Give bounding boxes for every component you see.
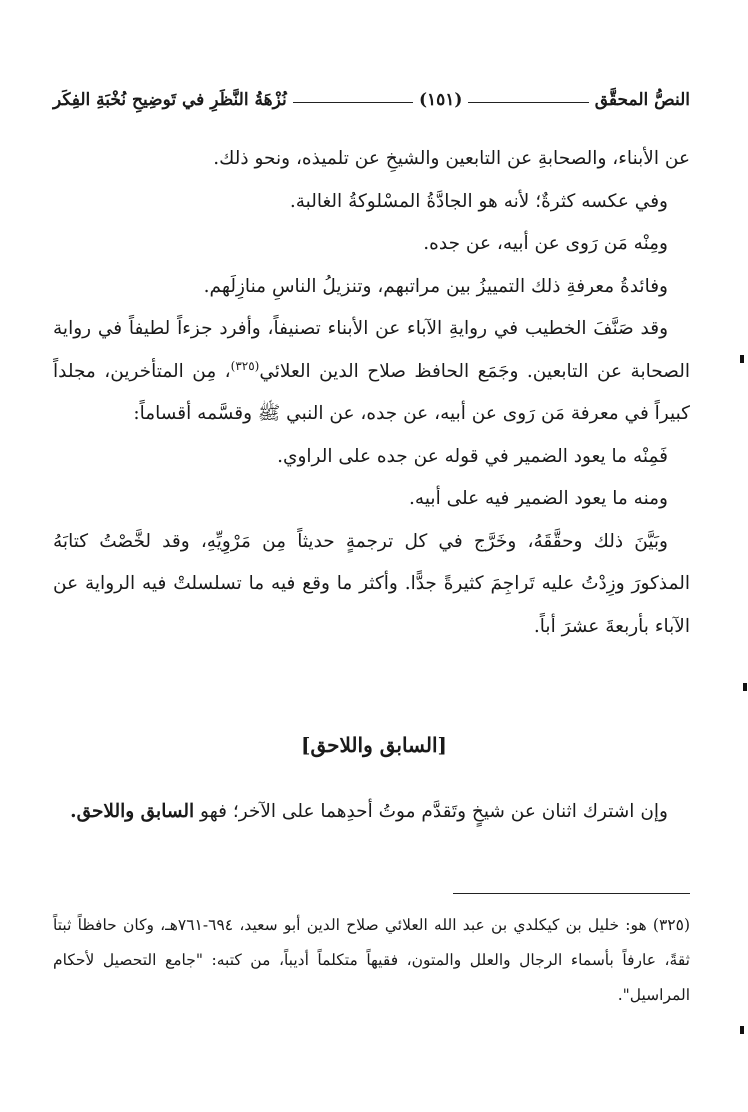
paragraph-4: وفائدةُ معرفةِ ذلك التمييزُ بين مراتبهم، وتنزيلُ الناسِ منازِلَهم. [203,275,668,297]
margin-mark-1 [740,355,744,363]
footnote-separator [453,893,690,894]
header-right-title: النصُّ المحقَّق [594,90,690,110]
section-term: السابق واللاحق. [70,801,195,822]
footnote: (٣٢٥) هو: خليل بن كيكلدي بن عبد الله العلائي صلاح الدين أبو سعيد، ٦٩٤-٧٦١هـ، وكان حافظاً ثبتاً ثقةً، عارفاً بأسماء الرجال والعلل والمتون، فقيهاً متكلماً أديباً، من كتبه: "جامع التحصيل لأحكام المراسيل". [53,916,690,1004]
paragraph-2: وفي عكسه كثرةٌ؛ لأنه هو الجادَّةُ المسْلوكةُ الغالبة. [289,190,668,212]
header-rule-right [468,102,588,103]
section-text [53,790,690,834]
paragraph-7: ومنه ما يعود الضمير فيه على أبيه. [409,488,668,509]
header-rule-left [293,102,413,103]
paragraph-5 [53,308,690,436]
margin-mark-2 [743,683,747,691]
margin-mark-3 [740,1026,744,1034]
paragraph-1: عن الأبناء، والصحابةِ عن التابعين والشيخِ عن تلميذه، ونحو ذلك. [213,148,690,169]
paragraph-3: ومِنْه مَن رَوى عن أبيه، عن جده. [423,233,668,254]
section-heading: [السابق واللاحق] [300,733,447,757]
paragraph-8: وبَيَّنَ ذلك وحقَّقَهُ، وخَرَّج في كل ترجمةٍ حديثاً مِن مَرْوِيِّهِ، وقد لخَّصْتُ كتابَهُ المذكورَ وزِدْتُ عليه تَراجِمَ كثيرةً جدًّا. وأكثر ما وقع فيه ما تسلسلتْ فيه الرواية عن الآباء بأربعةَ عشرَ أباً. [53,530,690,637]
section-paragraph-text: وإن اشترك اثنان عن شيخٍ وتَقدَّم موتُ أحدِهما على الآخر؛ فهو [200,801,668,822]
paragraph-5-text: وقد صَنَّفَ الخطيب في روايةِ الآباء عن الأبناء تصنيفاً، وأفرد جزءاً لطيفاً في رواية الصحابة عن التابعين. وجَمَع الحافظ صلاح الدين العلائي [53,318,690,382]
paragraph-5-after: ، مِن المتأخرين، مجلداً كبيراً في معرفة مَن رَوى عن أبيه، عن جده، عن النبي ﷺ وقسَّمه أقساماً: [53,360,690,424]
section-paragraph [53,790,690,834]
paragraph-6: فَمِنْه ما يعود الضمير في قوله عن جده على الراوي. [277,445,668,467]
main-text [53,138,690,648]
running-header [53,84,690,116]
footnote-ref: (٣٢٥) [230,358,260,373]
page-number: (١٥١) [418,90,463,110]
header-left-title: نُزْهَةُ النَّظَرِ في تَوضِيحِ نُخْبَةِ الفِكَر [52,90,287,110]
